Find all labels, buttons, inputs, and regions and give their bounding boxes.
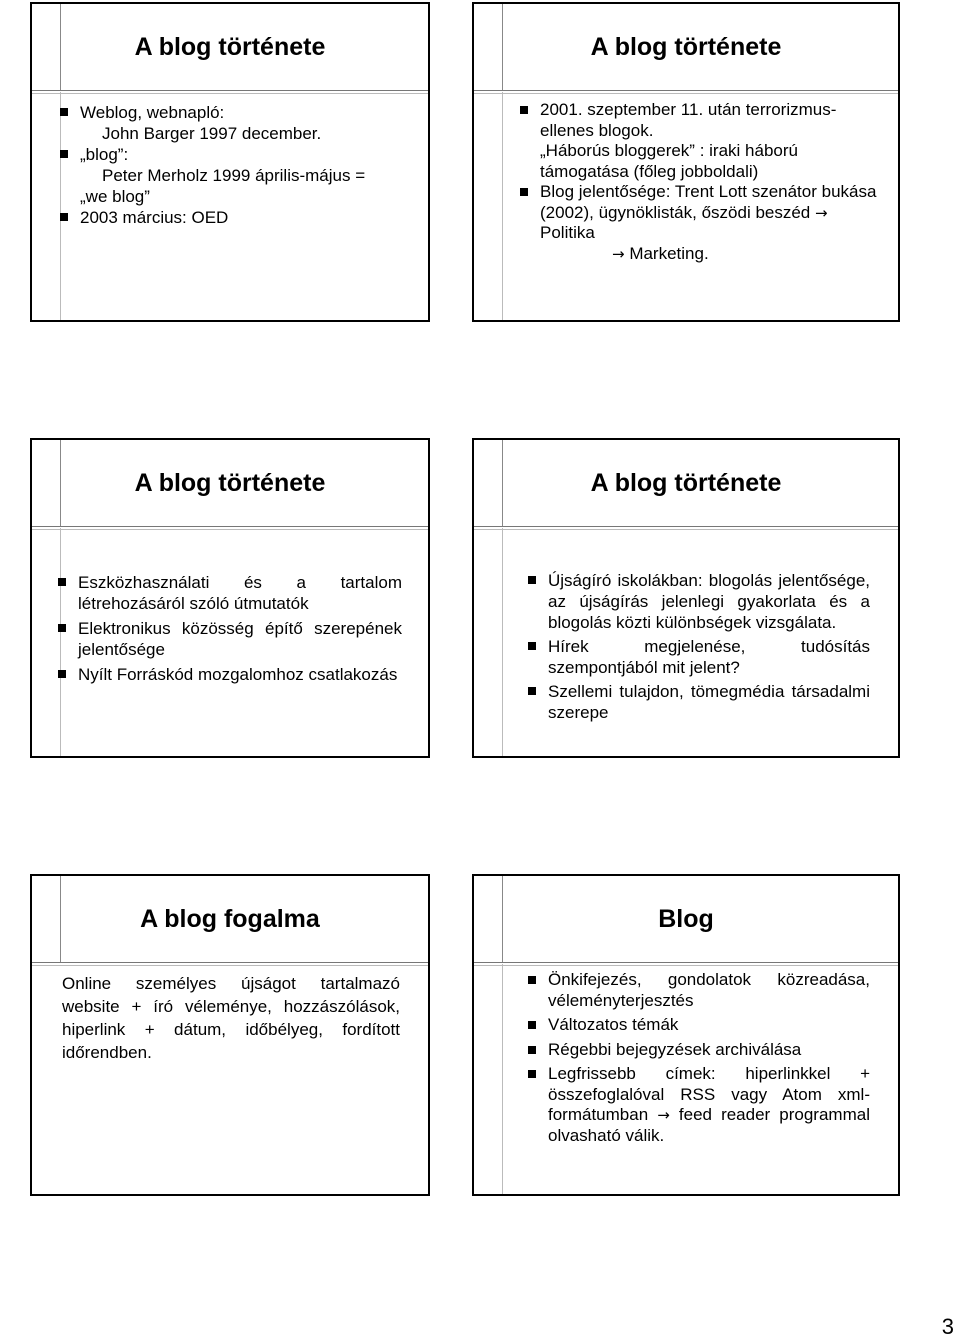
item-text: 2003 március: OED — [80, 208, 229, 227]
item-text: Weblog, webnapló: — [80, 103, 225, 122]
list-item: Eszközhasználati és a tartalom létrehozásáról szóló útmutatók — [56, 572, 402, 614]
slide-5 — [30, 874, 430, 1196]
list-item: Hírek megjelenése, tudósítás szempontjából mit jelent? — [526, 636, 870, 678]
slide-title: A blog története — [474, 440, 898, 527]
list-item — [526, 1064, 870, 1146]
item-text: Marketing. — [629, 243, 709, 263]
definition-paragraph: Online személyes újságot tartalmazó website + író véleménye, hozzászólások, hiperlink + dátum, időbélyeg, fordított időrendben. — [62, 974, 400, 1062]
list-item — [58, 144, 408, 207]
bullet-list — [58, 102, 408, 228]
item-text: feed reader programmal olvasható válik. — [548, 1105, 870, 1145]
list-item: Újságíró iskolákban: blogolás jelentősége, az újságírás jelenlegi gyakorlata és a blogolás közti különbségek vizsgálata. — [526, 570, 870, 633]
slide-title: A blog története — [32, 4, 428, 91]
slide-6 — [472, 874, 900, 1196]
arrow-right-icon: → — [612, 244, 625, 263]
list-item — [58, 207, 408, 228]
slide-body — [474, 92, 898, 320]
item-text: Blog jelentősége: Trent Lott szenátor bukása (2002), ügynöklisták, őszödi beszéd — [540, 182, 877, 222]
list-item: Szellemi tulajdon, tömegmédia társadalmi szerepe — [526, 681, 870, 723]
list-item — [58, 102, 408, 144]
arrow-right-icon: → — [815, 203, 828, 222]
slide-4 — [472, 438, 900, 758]
list-item — [518, 100, 878, 182]
item-text: Legfrissebb címek: hiperlinkkel + összefoglalóval RSS vagy Atom xml-formátumban — [548, 1064, 870, 1124]
item-subtext: John Barger 1997 december. — [102, 124, 322, 143]
item-text: Politika — [540, 223, 595, 242]
item-text: 2001. szeptember 11. után terrorizmus-ellenes blogok. — [540, 100, 837, 140]
bullet-list — [56, 572, 402, 689]
bullet-list — [526, 570, 870, 726]
list-item: Önkifejezés, gondolatok közreadása, véleményterjesztés — [526, 970, 870, 1011]
item-subtext: „we blog” — [80, 187, 150, 206]
slide-body — [474, 528, 898, 756]
list-item: Változatos témák — [526, 1015, 870, 1036]
list-item: Elektronikus közösség építő szerepének jelentősége — [56, 618, 402, 660]
slide-title: Blog — [474, 876, 898, 963]
slide-2 — [472, 2, 900, 322]
slide-body — [32, 92, 428, 320]
item-subtext: „Háborús bloggerek” : iraki háború támogatása (főleg jobboldali) — [540, 141, 798, 181]
item-subtext: Peter Merholz 1999 április-május = — [102, 166, 366, 185]
page-number: 3 — [941, 1314, 954, 1339]
slide-title: A blog története — [32, 440, 428, 527]
slide-title: A blog története — [474, 4, 898, 91]
bullet-list — [526, 970, 870, 1150]
list-item — [518, 182, 878, 264]
slide-body — [32, 528, 428, 756]
arrow-right-icon: → — [657, 1106, 670, 1124]
slide-title: A blog fogalma — [32, 876, 428, 963]
item-text: „blog”: — [80, 145, 129, 164]
slide-1 — [30, 2, 430, 322]
bullet-list — [518, 100, 878, 264]
list-item: Régebbi bejegyzések archiválása — [526, 1040, 870, 1061]
list-item: Nyílt Forráskód mozgalomhoz csatlakozás — [56, 664, 402, 685]
slide-3 — [30, 438, 430, 758]
